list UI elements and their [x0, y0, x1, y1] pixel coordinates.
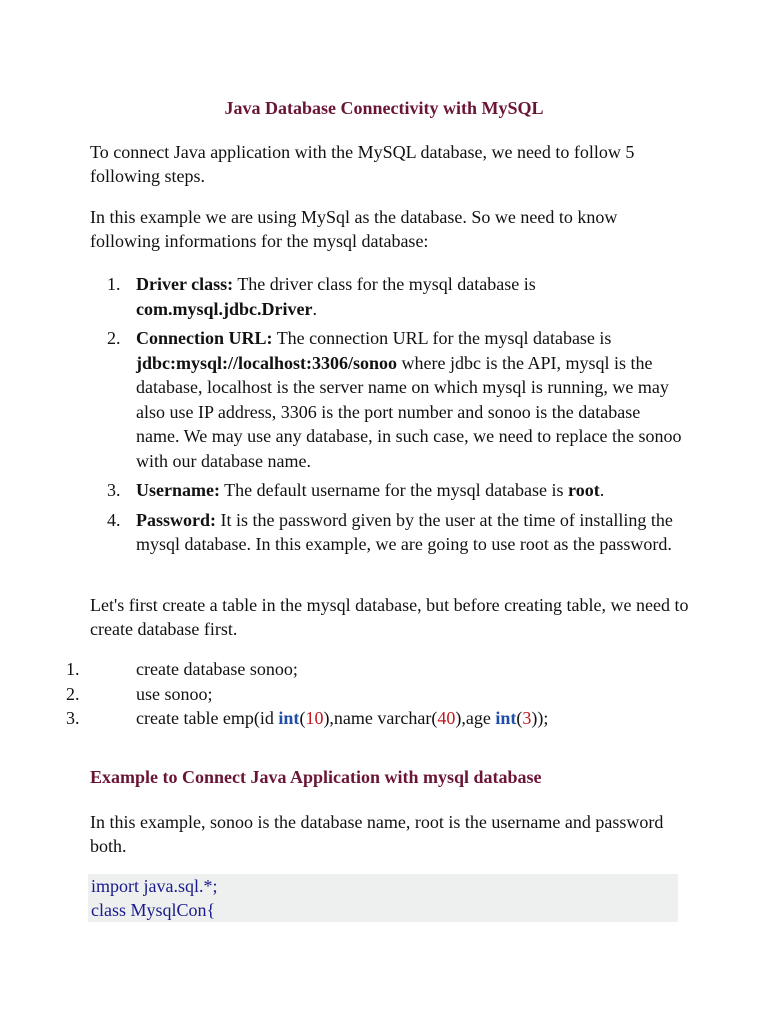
- example-intro-paragraph: In this example we are using MySql as the database. So we need to know following informations for the mysql database:: [90, 207, 618, 251]
- step-text: The connection URL for the mysql database is: [272, 328, 612, 348]
- code-line: import java.sql.*;: [91, 876, 218, 896]
- sql-text: (: [299, 708, 306, 728]
- sql-listing: [66, 657, 716, 731]
- step-value: com.mysql.jdbc.Driver: [136, 298, 313, 319]
- step-text: It is the password given by the user at the time of installing the mysql database. In this example, we are going to use root as the password.: [136, 509, 673, 554]
- sql-text: ));: [531, 708, 549, 728]
- step-value: jdbc:mysql://localhost:3306/sonoo: [136, 352, 398, 373]
- step-value: root: [568, 480, 600, 500]
- sql-keyword: int: [278, 708, 300, 728]
- step-number: 4.: [107, 509, 121, 530]
- step-number: 2.: [107, 328, 121, 348]
- sql-code: use sonoo;: [136, 683, 213, 704]
- sql-text: (: [516, 708, 523, 728]
- step-number: 3.: [107, 480, 121, 500]
- step-item-driver-class: [107, 272, 687, 321]
- step-item-username: [107, 478, 687, 503]
- create-table-paragraph: Let's first create a table in the mysql database, but before creating table, we need to create database first.: [90, 595, 689, 639]
- steps-list: [107, 272, 687, 562]
- step-number: 1.: [107, 274, 121, 294]
- sql-text: ),name varchar(: [323, 708, 438, 728]
- sql-text: ),age: [455, 708, 496, 728]
- step-label: Driver class:: [136, 274, 234, 294]
- sql-line: [66, 706, 716, 731]
- step-text: The default username for the mysql database is: [219, 480, 569, 500]
- java-code-block: [88, 874, 678, 922]
- sql-line-number: 2.: [66, 683, 80, 704]
- sql-number: 3: [522, 708, 532, 728]
- step-rest: where jdbc is the API, mysql is the database, localhost is the server name on which mysql is running, we may also use IP address, 3306 is the port number and sonoo is the database name. We may use any database, in such case, we need to replace the sonoo with our database name.: [136, 352, 682, 471]
- step-item-password: [107, 508, 687, 557]
- step-rest: .: [312, 298, 317, 319]
- step-rest: .: [599, 480, 605, 500]
- step-label: Password:: [136, 509, 216, 530]
- sql-line-number: 1.: [66, 659, 80, 679]
- step-item-connection-url: [107, 326, 687, 473]
- sql-keyword: int: [495, 708, 517, 728]
- sql-number: 40: [437, 708, 456, 728]
- intro-paragraph: To connect Java application with the MySQL database, we need to follow 5 following steps.: [90, 142, 635, 186]
- sql-code: [136, 706, 548, 731]
- sql-line: [66, 657, 716, 682]
- code-line: class MysqlCon{: [91, 900, 216, 920]
- sql-line: [66, 682, 716, 707]
- step-text: The driver class for the mysql database is: [233, 274, 536, 294]
- section-heading: Example to Connect Java Application with mysql database: [90, 767, 542, 787]
- sql-code: create database sonoo;: [136, 659, 298, 679]
- sql-number: 10: [305, 708, 324, 728]
- sonoo-paragraph: In this example, sonoo is the database name, root is the username and password both.: [90, 812, 664, 856]
- step-label: Connection URL:: [136, 328, 273, 348]
- sql-text: create table emp(id: [136, 708, 279, 728]
- sql-line-number: 3.: [66, 708, 80, 728]
- step-label: Username:: [136, 480, 220, 500]
- page-title: Java Database Connectivity with MySQL: [224, 98, 544, 118]
